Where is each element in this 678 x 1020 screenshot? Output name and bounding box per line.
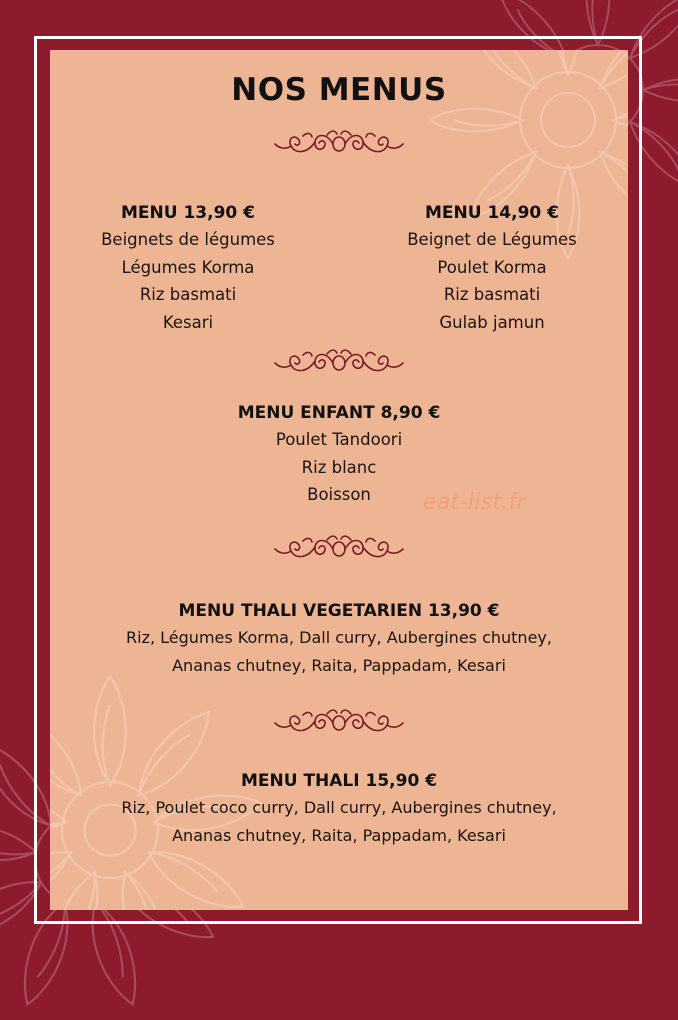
menu-item: Riz, Poulet coco curry, Dall curry, Aubergines chutney, (121, 798, 557, 817)
menu-item: Kesari (162, 312, 214, 332)
menu-card-thali (50, 768, 628, 849)
page-title: NOS MENUS (231, 72, 447, 108)
menu-heading: MENU ENFANT 8,90 € (237, 403, 441, 423)
menu-item: Beignets de légumes (101, 230, 275, 249)
watermark: eat-list.fr (423, 490, 526, 515)
flourish-divider-icon (271, 705, 407, 741)
menu-heading: MENU THALI 15,90 € (240, 771, 438, 791)
menu-card-1390 (70, 200, 306, 336)
menu-item: Riz, Légumes Korma, Dall curry, Aubergines chutney, (126, 628, 552, 647)
flourish-divider-icon (271, 345, 407, 381)
menu-item: Beignet de Légumes (407, 230, 577, 249)
flourish-divider-icon (271, 531, 407, 567)
menu-item: Poulet Korma (437, 257, 547, 277)
menu-card-1490 (374, 200, 610, 336)
menu-item: Ananas chutney, Raita, Pappadam, Kesari (172, 655, 506, 675)
menu-card-enfant (50, 400, 628, 509)
menu-heading: MENU 13,90 € (121, 203, 255, 223)
menu-item: Gulab jamun (439, 312, 545, 332)
flourish-divider-icon (271, 126, 407, 162)
menu-card-thali-vegetarien (50, 598, 628, 679)
menu-item: Ananas chutney, Raita, Pappadam, Kesari (172, 825, 506, 845)
menu-panel (50, 50, 628, 910)
menu-item: Riz basmati (443, 285, 541, 304)
menu-item: Riz blanc (301, 457, 377, 477)
menu-item: Riz basmati (139, 285, 237, 304)
menu-item: Boisson (307, 485, 371, 504)
menu-heading: MENU THALI VEGETARIEN 13,90 € (178, 601, 500, 621)
menu-heading: MENU 14,90 € (425, 203, 559, 223)
menu-item: Poulet Tandoori (275, 430, 403, 449)
menu-item: Légumes Korma (121, 257, 255, 277)
